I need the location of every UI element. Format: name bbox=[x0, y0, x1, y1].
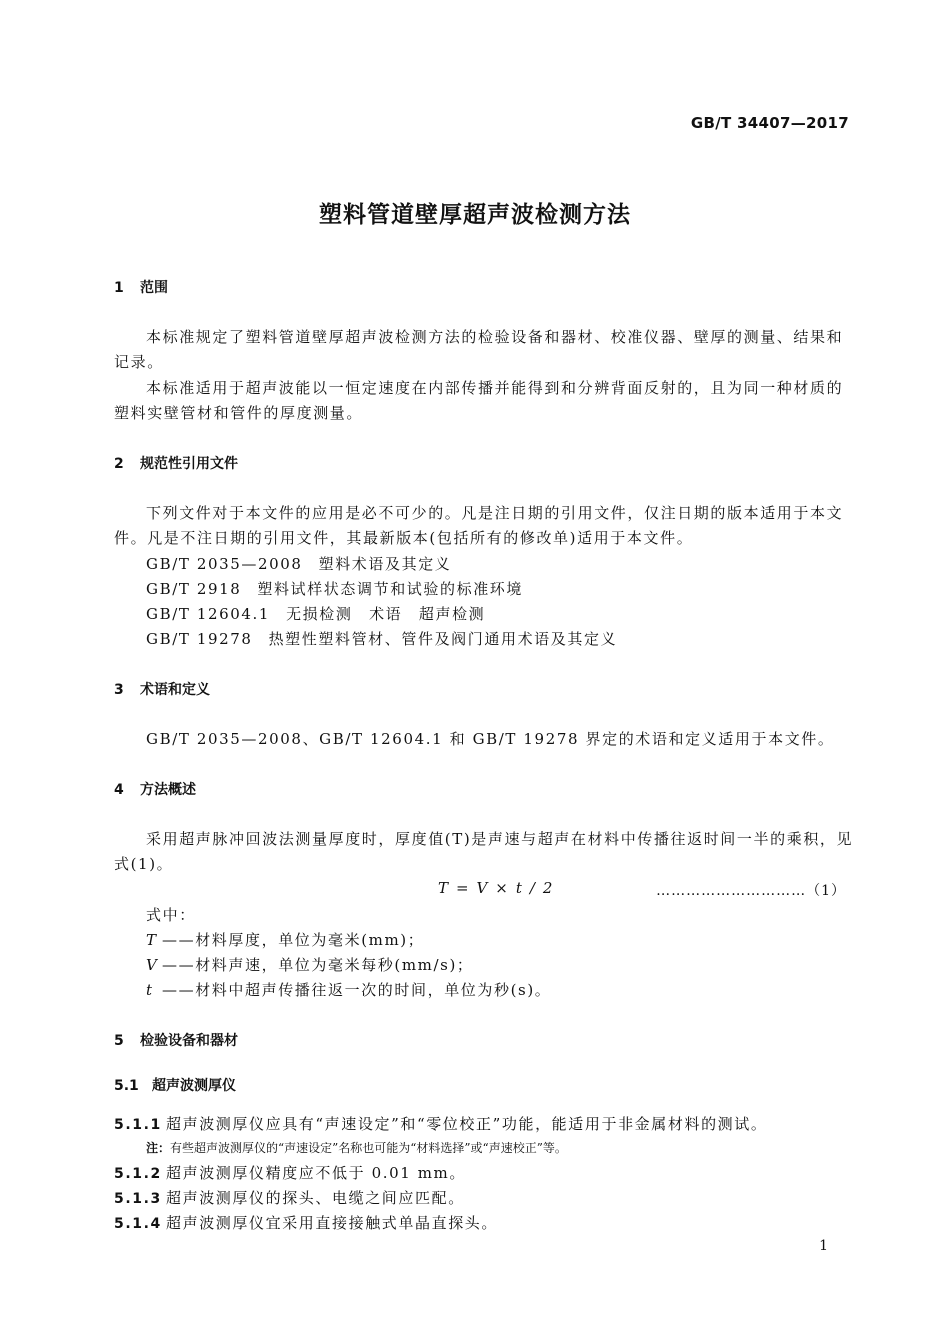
section-title: 检验设备和器材 bbox=[140, 1033, 238, 1049]
scope-para-2-line-1: 本标准适用于超声波能以一恒定速度在内部传播并能得到和分辨背面反射的，且为同一种材质的 bbox=[146, 379, 844, 397]
variable-symbol: t bbox=[146, 981, 154, 999]
section-number: 5.1 bbox=[114, 1078, 139, 1094]
normative-reference bbox=[146, 578, 523, 599]
clause-number: 5.1.2 bbox=[114, 1166, 162, 1182]
normative-intro-line-1: 下列文件对于本文件的应用是必不可少的。凡是注日期的引用文件，仅注日期的版本适用于本文 bbox=[146, 504, 844, 522]
section-title: 规范性引用文件 bbox=[140, 456, 238, 472]
normative-reference bbox=[146, 628, 617, 649]
clause-text: 超声波测厚仪宜采用直接接触式单晶直探头。 bbox=[166, 1214, 499, 1232]
reference-title: 塑料试样状态调节和试验的标准环境 bbox=[257, 580, 524, 598]
note-label: 注： bbox=[146, 1141, 171, 1155]
variable-definition bbox=[146, 929, 424, 950]
clause-number: 5.1.1 bbox=[114, 1117, 162, 1133]
clause-text: 超声波测厚仪应具有“声速设定”和“零位校正”功能，能适用于非金属材料的测试。 bbox=[166, 1115, 768, 1133]
normative-reference bbox=[146, 603, 485, 624]
section-number: 5 bbox=[114, 1033, 124, 1049]
note bbox=[146, 1139, 567, 1156]
variable-symbol: V bbox=[146, 956, 159, 974]
variable-description: ——材料中超声传播往返一次的时间，单位为秒(s)。 bbox=[162, 981, 552, 999]
reference-title: 热塑性塑料管材、管件及阀门通用术语及其定义 bbox=[268, 630, 618, 648]
clause-number: 5.1.4 bbox=[114, 1216, 162, 1232]
reference-code: GB/T 2918 bbox=[146, 580, 242, 598]
section-title: 术语和定义 bbox=[140, 682, 210, 698]
section-number: 3 bbox=[114, 682, 124, 698]
variable-description: ——材料厚度，单位为毫米(mm)； bbox=[162, 931, 425, 949]
section-2-heading bbox=[114, 453, 238, 473]
section-1-heading bbox=[114, 277, 168, 297]
reference-code: GB/T 2035—2008 bbox=[146, 555, 303, 573]
reference-title: 无损检测 术语 超声检测 bbox=[286, 605, 486, 623]
section-3-heading bbox=[114, 679, 210, 699]
standard-number: GB/T 34407—2017 bbox=[690, 114, 849, 132]
scope-para-1-line-2: 记录。 bbox=[114, 353, 164, 371]
clause bbox=[114, 1162, 466, 1183]
method-line-1: 采用超声脉冲回波法测量厚度时，厚度值(T)是声速与超声在材料中传播往返时间一半的乘积，见 bbox=[146, 830, 854, 848]
method-line-2: 式(1)。 bbox=[114, 855, 174, 873]
clause bbox=[114, 1187, 465, 1208]
equation: T = V × t / 2 bbox=[438, 879, 555, 897]
terms-paragraph: GB/T 2035—2008、GB/T 12604.1 和 GB/T 19278 界定的术语和定义适用于本文件。 bbox=[146, 730, 835, 748]
variable-symbol: T bbox=[146, 931, 158, 949]
clause-text: 超声波测厚仪精度应不低于 0.01 mm。 bbox=[166, 1164, 466, 1182]
section-4-heading bbox=[114, 779, 196, 799]
reference-title: 塑料术语及其定义 bbox=[318, 555, 452, 573]
page-number: 1 bbox=[819, 1238, 828, 1254]
clause-text: 超声波测厚仪的探头、电缆之间应匹配。 bbox=[166, 1189, 465, 1207]
reference-code: GB/T 12604.1 bbox=[146, 605, 271, 623]
section-title: 超声波测厚仪 bbox=[152, 1078, 236, 1094]
section-title: 方法概述 bbox=[140, 782, 196, 798]
section-number: 1 bbox=[114, 280, 124, 296]
section-title: 范围 bbox=[140, 280, 168, 296]
section-number: 4 bbox=[114, 782, 124, 798]
variable-definition bbox=[146, 954, 474, 975]
scope-para-1-line-1: 本标准规定了塑料管道壁厚超声波检测方法的检验设备和器材、校准仪器、壁厚的测量、结果和 bbox=[146, 328, 844, 346]
equation-number: …………………………（1） bbox=[656, 883, 846, 899]
section-5-1-heading bbox=[114, 1075, 236, 1095]
document-title: 塑料管道壁厚超声波检测方法 bbox=[319, 202, 631, 228]
scope-para-2-line-2: 塑料实壁管材和管件的厚度测量。 bbox=[114, 404, 364, 422]
clause-number: 5.1.3 bbox=[114, 1191, 162, 1207]
variable-definition bbox=[146, 979, 551, 1000]
where-label: 式中： bbox=[146, 906, 196, 924]
reference-code: GB/T 19278 bbox=[146, 630, 253, 648]
note-text: 有些超声波测厚仪的“声速设定”名称也可能为“材料选择”或“声速校正”等。 bbox=[170, 1141, 567, 1155]
variable-description: ——材料声速，单位为毫米每秒(mm/s)； bbox=[162, 956, 474, 974]
normative-reference bbox=[146, 553, 451, 574]
normative-intro-line-2: 件。凡是不注日期的引用文件，其最新版本(包括所有的修改单)适用于本文件。 bbox=[114, 529, 694, 547]
clause bbox=[114, 1113, 767, 1134]
section-5-heading bbox=[114, 1030, 238, 1050]
clause bbox=[114, 1212, 498, 1233]
section-number: 2 bbox=[114, 456, 124, 472]
